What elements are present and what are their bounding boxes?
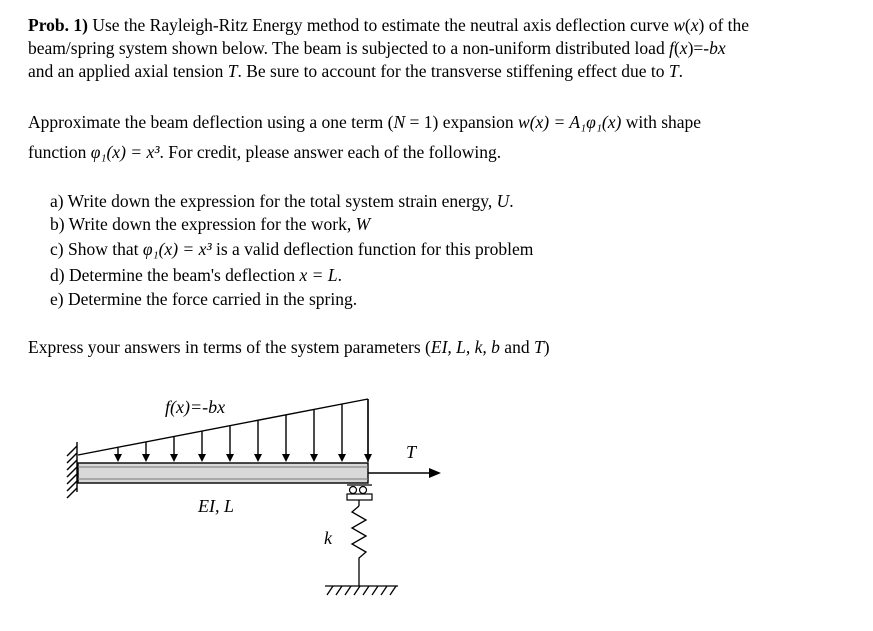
shape-function-equation: φ₁(x) = x³	[90, 142, 160, 162]
item-a	[50, 190, 514, 212]
item-b	[50, 213, 370, 235]
load-arrow-head	[226, 454, 234, 462]
beam-label: EI, L	[198, 496, 234, 516]
item-c-text: c) Show that	[50, 239, 143, 259]
approx-text-1: Approximate the beam deflection using a one term (	[28, 112, 394, 132]
item-e	[50, 288, 357, 310]
load-arrow-head	[338, 454, 346, 462]
item-b-text: b) Write down the expression for the work,	[50, 214, 356, 234]
item-e-text: e) Determine the force carried in the spring.	[50, 289, 358, 309]
item-d	[50, 264, 342, 286]
t-symbol-2: T	[668, 61, 679, 81]
expansion-equation: w(x) = A₁φ₁(x)	[518, 112, 622, 132]
fixed-wall	[67, 442, 77, 498]
spring	[352, 500, 366, 586]
problem-label: Prob. 1)	[28, 15, 88, 35]
express-line	[28, 336, 550, 358]
load-arrow-head	[364, 454, 372, 462]
t-symbol: T	[227, 61, 238, 81]
tension-label: T	[406, 442, 417, 462]
intro-text-2: beam/spring system shown below. The beam is subjected to a non-uniform distributed load	[28, 38, 670, 58]
item-a-symbol: U	[496, 191, 510, 211]
tension-arrow	[368, 468, 441, 478]
approx-text-2: function	[28, 142, 91, 162]
load-arrow-head	[142, 454, 150, 462]
intro-text-1-end: ) of the	[698, 15, 750, 35]
f-symbol: f	[669, 38, 674, 58]
load-arrow-head	[198, 454, 206, 462]
w-symbol: w	[673, 15, 685, 35]
x-symbol-2: x	[679, 38, 688, 58]
load-arrows	[114, 399, 372, 462]
approx-line-2	[28, 141, 501, 163]
express-and: and	[499, 337, 534, 357]
load-arrow-head	[254, 454, 262, 462]
item-a-post: .	[509, 191, 514, 211]
roller-support	[347, 485, 372, 500]
t-param: T	[533, 337, 544, 357]
intro-text-3b: . Be sure to account for the transverse stiffening effect due to	[237, 61, 669, 81]
item-c	[50, 238, 533, 260]
n-symbol: N	[393, 112, 406, 132]
express-close: )	[543, 337, 550, 357]
approx-line-1	[28, 111, 701, 133]
spring-label: k	[324, 528, 332, 548]
intro-paren-open: (	[684, 15, 691, 35]
problem-line-1	[28, 14, 749, 36]
item-c-symbol: φ₁(x) = x³	[142, 239, 212, 259]
beam-spring-figure	[0, 380, 873, 630]
item-b-symbol: W	[355, 214, 371, 234]
approx-text-1c: with shape	[621, 112, 702, 132]
load-arrow-head	[114, 454, 122, 462]
intro-text-3: and an applied axial tension	[28, 61, 228, 81]
intro-eq: )=-	[687, 38, 710, 58]
x-symbol: x	[690, 15, 699, 35]
problem-line-3	[28, 60, 683, 82]
bx-symbol: bx	[709, 38, 726, 58]
params-symbols: EI, L, k, b	[430, 337, 500, 357]
item-a-text: a) Write down the expression for the total system strain energy,	[50, 191, 497, 211]
approx-text-1b: = 1) expansion	[405, 112, 519, 132]
load-label: f(x)=-bx	[165, 397, 226, 417]
intro-text-1: Use the Rayleigh-Ritz Energy method to estimate the neutral axis deflection curve	[92, 15, 674, 35]
intro-period: .	[678, 61, 683, 81]
problem-line-2	[28, 37, 726, 59]
intro-paren: (	[673, 38, 680, 58]
approx-text-2b: . For credit, please answer each of the following.	[159, 142, 502, 162]
load-arrow-head	[282, 454, 290, 462]
item-c-post: is a valid deflection function for this problem	[211, 239, 534, 259]
load-arrow-head	[170, 454, 178, 462]
load-arrow-head	[310, 454, 318, 462]
item-d-post: .	[337, 265, 342, 285]
express-text: Express your answers in terms of the system parameters (	[28, 337, 431, 357]
beam	[78, 463, 368, 483]
item-d-text: d) Determine the beam's deflection	[50, 265, 300, 285]
item-d-symbol: x = L	[299, 265, 338, 285]
ground	[325, 586, 398, 595]
